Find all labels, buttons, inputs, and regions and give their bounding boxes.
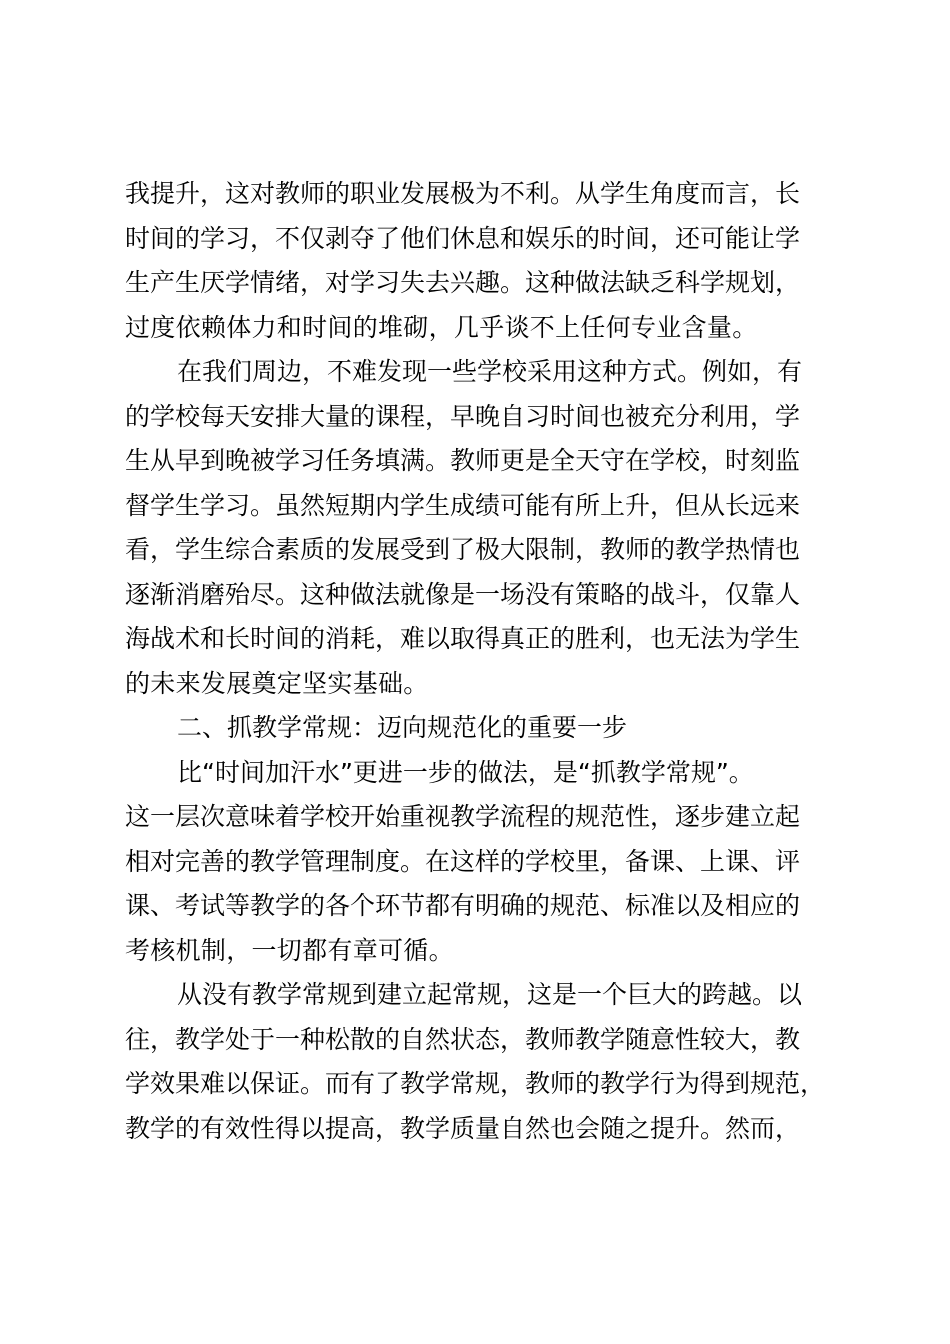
text-line: 生产生厌学情绪，对学习失去兴趣。这种做法缺乏科学规划， bbox=[125, 268, 801, 297]
paragraph-1 bbox=[125, 172, 835, 350]
text-line: 我提升，这对教师的职业发展极为不利。从学生角度而言，长 bbox=[125, 179, 801, 208]
text-line: 时间的学习，不仅剥夺了他们休息和娱乐的时间，还可能让学 bbox=[125, 223, 801, 253]
text-line: 逐渐消磨殆尽。这种做法就像是一场没有策略的战斗，仅靠人 bbox=[125, 579, 801, 609]
text-line: 督学生学习。虽然短期内学生成绩可能有所上升，但从长远来 bbox=[125, 490, 801, 520]
text-line: 往，教学处于一种松散的自然状态，教师教学随意性较大，教 bbox=[125, 1024, 801, 1054]
paragraph-2 bbox=[125, 350, 835, 706]
text-line: 比“时间加汗水”更进一步的做法，是“抓教学常规”。 bbox=[177, 757, 754, 787]
text-line: 看，学生综合素质的发展受到了极大限制，教师的教学热情也 bbox=[125, 535, 801, 564]
text-line: 这一层次意味着学校开始重视教学流程的规范性，逐步建立起 bbox=[125, 802, 801, 831]
text-line: 学效果难以保证。而有了教学常规，教师的教学行为得到规范， bbox=[125, 1069, 826, 1098]
text-line: 在我们周边，不难发现一些学校采用这种方式。例如，有 bbox=[177, 357, 803, 386]
text-line: 生从早到晚被学习任务填满。教师更是全天守在学校，时刻监 bbox=[125, 446, 801, 475]
document-body bbox=[125, 172, 835, 1151]
text-line: 考核机制，一切都有章可循。 bbox=[125, 935, 454, 965]
paragraph-3 bbox=[125, 751, 835, 974]
text-line: 的学校每天安排大量的课程，早晚自习时间也被充分利用，学 bbox=[125, 401, 801, 431]
text-line: 课、考试等教学的各个环节都有明确的规范、标准以及相应的 bbox=[125, 891, 801, 920]
section-heading bbox=[125, 706, 835, 751]
text-line: 海战术和长时间的消耗，难以取得真正的胜利，也无法为学生 bbox=[125, 624, 801, 653]
text-line: 相对完善的教学管理制度。在这样的学校里，备课、上课、评 bbox=[125, 846, 801, 876]
text-line: 教学的有效性得以提高，教学质量自然也会随之提升。然而， bbox=[125, 1113, 801, 1143]
paragraph-4 bbox=[125, 973, 835, 1151]
text-line: 过度依赖体力和时间的堆砌，几乎谈不上任何专业含量。 bbox=[125, 312, 758, 342]
text-line: 从没有教学常规到建立起常规，这是一个巨大的跨越。以 bbox=[177, 980, 803, 1009]
section-heading-text: 二、抓教学常规：迈向规范化的重要一步 bbox=[177, 713, 628, 742]
text-line: 的未来发展奠定坚实基础。 bbox=[125, 668, 429, 698]
